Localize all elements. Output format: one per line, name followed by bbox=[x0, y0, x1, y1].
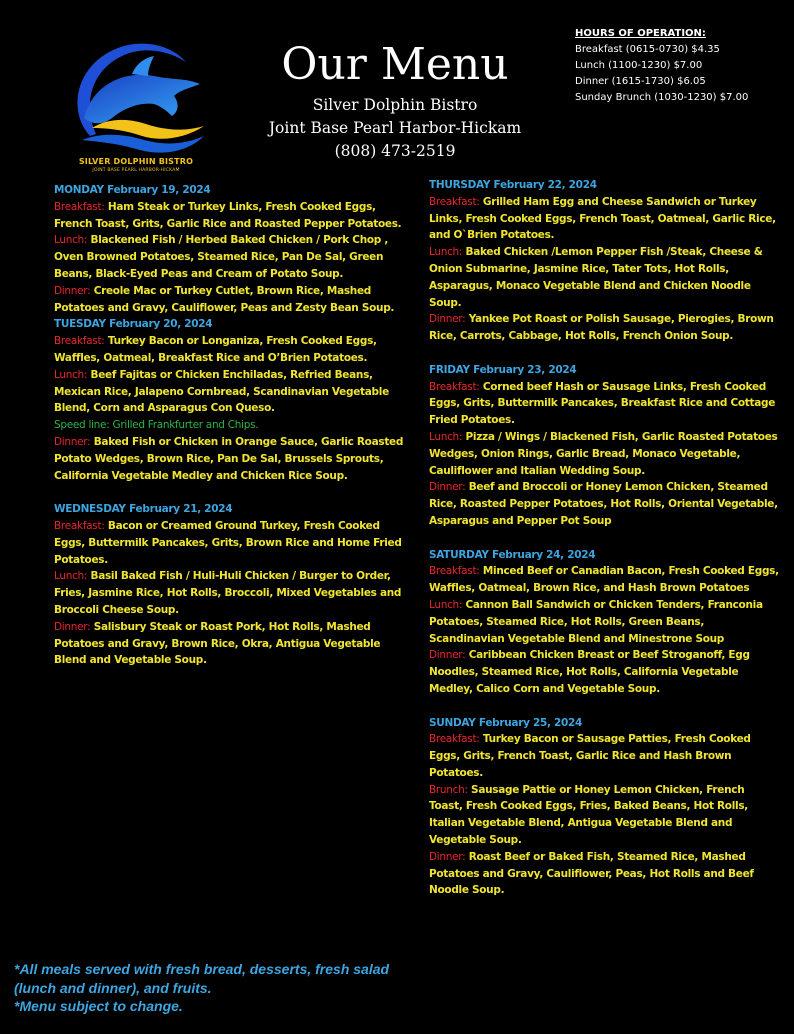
meal-label: Lunch: bbox=[429, 246, 463, 259]
silver-dolphin-logo bbox=[62, 40, 210, 180]
day-heading: SUNDAY February 25, 2024 bbox=[429, 716, 583, 729]
day-tuesday bbox=[54, 316, 406, 484]
dolphin-logo-icon bbox=[62, 40, 210, 170]
meal-label: Breakfast: bbox=[429, 380, 480, 393]
meal-entry bbox=[429, 379, 781, 429]
meal-label: Lunch: bbox=[54, 234, 88, 247]
meal-items: Yankee Pot Roast or Polish Sausage, Pierogies, Brown Rice, Carrots, Cabbage, Hot Rolls, French Onion Soup. bbox=[429, 313, 774, 343]
meal-entry bbox=[429, 782, 781, 849]
meal-label: Dinner: bbox=[429, 850, 466, 863]
footer-note-change: *Menu subject to change. bbox=[14, 998, 183, 1014]
meal-items: Bacon or Creamed Ground Turkey, Fresh Cooked Eggs, Buttermilk Pancakes, Grits, Brown Rice and Home Fried Potatoes. bbox=[54, 519, 402, 566]
speed-line-label: Speed line: Grilled Frankfurter and Chips. bbox=[54, 419, 259, 432]
page-title: Our Menu bbox=[281, 39, 509, 90]
day-heading: FRIDAY February 23, 2024 bbox=[429, 363, 577, 376]
restaurant-name: Silver Dolphin Bistro bbox=[312, 96, 478, 114]
meal-label: Lunch: bbox=[54, 570, 88, 583]
meal-entry bbox=[54, 619, 406, 669]
meal-items: Grilled Ham Egg and Cheese Sandwich or Turkey Links, Fresh Cooked Eggs, French Toast, Oatmeal, Garlic Rice, and O`Brien Potatoes. bbox=[429, 195, 776, 242]
meal-items: Cannon Ball Sandwich or Chicken Tenders, Franconia Potatoes, Steamed Rice, Hot Rolls, Green Beans, Scandinavian Vegetable Blend and Minestrone Soup bbox=[429, 598, 763, 645]
meal-entry bbox=[54, 333, 406, 367]
footer-note-meals: *All meals served with fresh bread, desserts, fresh salad (lunch and dinner), and fruits. bbox=[14, 961, 390, 996]
day-monday bbox=[54, 182, 406, 316]
hours-title: HOURS OF OPERATION: bbox=[575, 28, 706, 39]
day-sunday bbox=[429, 715, 781, 900]
meal-items: Caribbean Chicken Breast or Beef Stroganoff, Egg Noodles, Steamed Rice, Hot Rolls, California Vegetable Medley, Calico Corn and Vegetable Soup. bbox=[429, 649, 750, 695]
day-heading: THURSDAY February 22, 2024 bbox=[429, 179, 597, 191]
day-friday bbox=[429, 362, 781, 530]
meal-items: Baked Fish or Chicken in Orange Sauce, Garlic Roasted Potato Wedges, Brown Rice, Pan De Sal, Brussels Sprouts, California Vegetable Medley and Chicken Rice Soup. bbox=[54, 435, 404, 482]
meal-items: Minced Beef or Canadian Bacon, Fresh Cooked Eggs, Waffles, Oatmeal, Brown Rice, and Hash Brown Potatoes bbox=[429, 565, 779, 595]
meal-label: Breakfast: bbox=[54, 200, 105, 213]
meal-label: Lunch: bbox=[429, 598, 463, 611]
menu-column-left bbox=[54, 182, 406, 669]
meal-entry bbox=[429, 647, 781, 697]
meal-items: Ham Steak or Turkey Links, Fresh Cooked Eggs, French Toast, Grits, Garlic Rice and Roasted Pepper Potatoes. bbox=[54, 200, 402, 230]
meal-entry bbox=[54, 518, 406, 568]
meal-entry bbox=[54, 367, 406, 417]
speed-line-entry bbox=[54, 417, 406, 434]
meal-items: Corned beef Hash or Sausage Links, Fresh Cooked Eggs, Grits, Buttermilk Pancakes, Breakfast Rice and Cottage Fried Potatoes. bbox=[429, 380, 776, 427]
meal-entry bbox=[54, 232, 406, 282]
hours-line: Dinner (1615-1730) $6.05 bbox=[575, 76, 706, 87]
meal-label: Breakfast: bbox=[54, 335, 105, 348]
meal-entry bbox=[54, 434, 406, 484]
hours-line: Breakfast (0615-0730) $4.35 bbox=[575, 44, 720, 55]
meal-entry bbox=[429, 194, 781, 244]
meal-entry bbox=[54, 283, 406, 317]
meal-label: Lunch: bbox=[429, 430, 463, 443]
meal-label: Brunch: bbox=[429, 783, 468, 796]
meal-label: Breakfast: bbox=[54, 519, 105, 532]
meal-label: Dinner: bbox=[429, 481, 466, 494]
day-heading: MONDAY February 19, 2024 bbox=[54, 184, 211, 196]
meal-entry bbox=[429, 479, 781, 529]
meal-label: Breakfast: bbox=[429, 565, 480, 578]
meal-items: Beef and Broccoli or Honey Lemon Chicken, Steamed Rice, Roasted Pepper Potatoes, Hot Rolls, Oriental Vegetable, Asparagus and Pepper Pot Soup bbox=[429, 481, 778, 527]
meal-entry bbox=[54, 199, 406, 233]
meal-items: Creole Mac or Turkey Cutlet, Brown Rice, Mashed Potatoes and Gravy, Cauliflower, Peas and Zesty Bean Soup. bbox=[54, 284, 395, 314]
meal-items: Pizza / Wings / Blackened Fish, Garlic Roasted Potatoes Wedges, Onion Rings, Garlic Bread, Monaco Vegetable, Cauliflower and Italian Wedding Soup. bbox=[429, 430, 778, 477]
logo-name: SILVER DOLPHIN BISTRO bbox=[78, 157, 194, 166]
footer-notes bbox=[14, 960, 434, 1016]
hours-of-operation bbox=[575, 26, 748, 106]
day-saturday bbox=[429, 547, 781, 698]
meal-label: Dinner: bbox=[54, 435, 91, 448]
day-wednesday bbox=[54, 501, 406, 669]
meal-entry bbox=[429, 429, 781, 479]
meal-items: Turkey Bacon or Sausage Patties, Fresh Cooked Eggs, Grits, French Toast, Garlic Rice and Hash Brown Potatoes. bbox=[429, 733, 751, 779]
meal-items: Roast Beef or Baked Fish, Steamed Rice, Mashed Potatoes and Gravy, Cauliflower, Peas, Hot Rolls and Beef Noodle Soup. bbox=[429, 850, 754, 897]
meal-entry bbox=[429, 244, 781, 311]
meal-label: Dinner: bbox=[429, 313, 466, 326]
meal-items: Salisbury Steak or Roast Pork, Hot Rolls, Mashed Potatoes and Gravy, Brown Rice, Okra, Antigua Vegetable Blend and Vegetable Soup. bbox=[54, 620, 381, 667]
meal-entry bbox=[429, 849, 781, 899]
meal-entry bbox=[429, 597, 781, 647]
meal-entry bbox=[429, 731, 781, 781]
day-thursday bbox=[429, 177, 781, 345]
meal-label: Breakfast: bbox=[429, 733, 480, 746]
meal-label: Dinner: bbox=[429, 649, 466, 662]
day-heading: TUESDAY February 20, 2024 bbox=[54, 318, 213, 331]
menu-column-right bbox=[429, 177, 781, 899]
meal-entry bbox=[54, 568, 406, 618]
meal-items: Sausage Pattie or Honey Lemon Chicken, French Toast, Fresh Cooked Eggs, Fries, Baked Beans, Hot Rolls, Italian Vegetable Blend, Antigua Vegetable Blend and Vegetable Soup. bbox=[429, 783, 748, 847]
meal-entry bbox=[429, 563, 781, 597]
day-heading: SATURDAY February 24, 2024 bbox=[429, 548, 596, 561]
hours-line: Sunday Brunch (1030-1230) $7.00 bbox=[575, 92, 749, 103]
meal-items: Beef Fajitas or Chicken Enchiladas, Refried Beans, Mexican Rice, Jalapeno Cornbread, Scandinavian Vegetable Blend, Corn and Asparagus Con Queso. bbox=[54, 368, 389, 415]
meal-items: Blackened Fish / Herbed Baked Chicken / Pork Chop , Oven Browned Potatoes, Steamed Rice, Pan De Sal, Green Beans, Black-Eyed Peas and Cream of Potato Soup. bbox=[54, 234, 389, 280]
meal-items: Basil Baked Fish / Huli-Huli Chicken / Burger to Order, Fries, Jasmine Rice, Hot Rolls, Broccoli, Mixed Vegetables and Broccoli Cheese Soup. bbox=[54, 570, 402, 616]
meal-items: Turkey Bacon or Longaniza, Fresh Cooked Eggs, Waffles, Oatmeal, Breakfast Rice and O’Brien Potatoes. bbox=[54, 335, 377, 364]
meal-label: Lunch: bbox=[54, 368, 88, 381]
logo-subtitle: JOINT BASE PEARL HARBOR-HICKAM bbox=[92, 168, 180, 173]
hours-line: Lunch (1100-1230) $7.00 bbox=[575, 60, 703, 71]
meal-label: Breakfast: bbox=[429, 195, 480, 208]
restaurant-phone: (808) 473-2519 bbox=[334, 142, 456, 160]
day-heading: WEDNESDAY February 21, 2024 bbox=[54, 503, 233, 516]
meal-entry bbox=[429, 311, 781, 345]
restaurant-location: Joint Base Pearl Harbor-Hickam bbox=[268, 119, 522, 137]
meal-items: Baked Chicken /Lemon Pepper Fish /Steak, Cheese & Onion Submarine, Jasmine Rice, Tater Tots, Hot Rolls, Asparagus, Monaco Vegetable Blend and Chicken Noodle Soup. bbox=[429, 246, 763, 309]
meal-label: Dinner: bbox=[54, 284, 91, 297]
meal-label: Dinner: bbox=[54, 620, 91, 633]
